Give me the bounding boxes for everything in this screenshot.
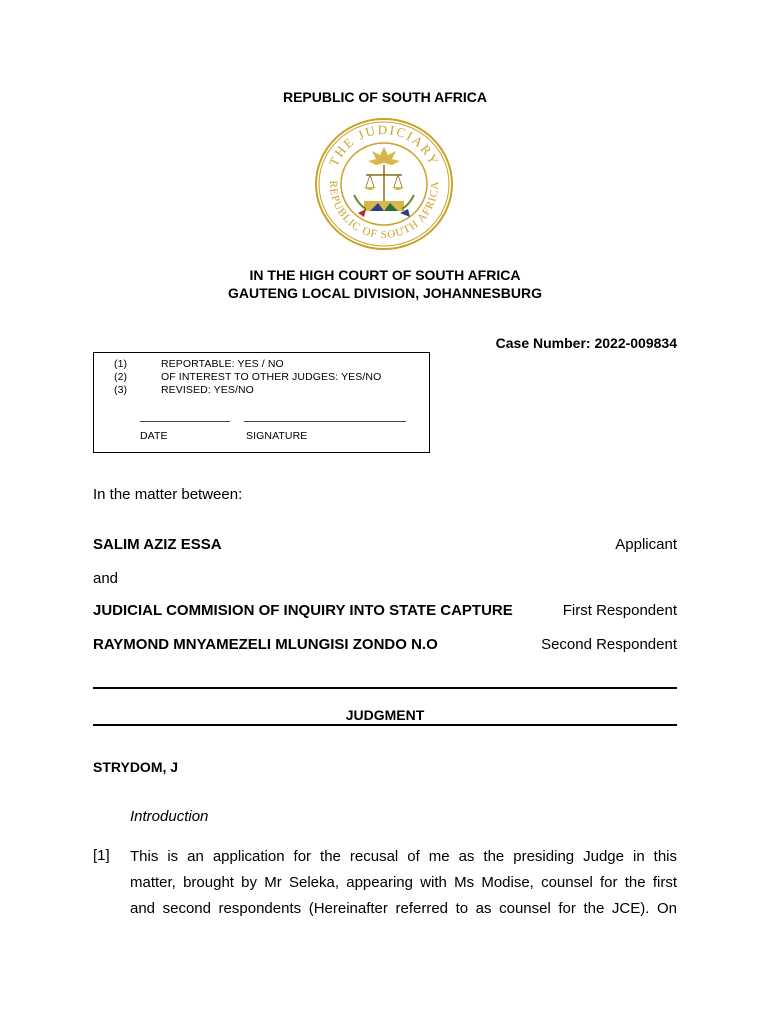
item-label: REVISED: YES/NO bbox=[161, 384, 254, 396]
item-label: OF INTEREST TO OTHER JUDGES: YES/NO bbox=[161, 371, 382, 383]
second-respondent-name: RAYMOND MNYAMEZELI MLUNGISI ZONDO N.O bbox=[93, 636, 438, 653]
item-number: (3) bbox=[114, 384, 128, 396]
judiciary-seal-logo bbox=[314, 117, 454, 251]
item-number: (1) bbox=[114, 358, 128, 370]
matter-intro: In the matter between: bbox=[93, 486, 243, 503]
and-text: and bbox=[93, 570, 119, 587]
seal-bottom-text: REPUBLIC OF SOUTH AFRICA bbox=[326, 180, 442, 242]
reportable-box bbox=[93, 352, 430, 453]
court-division: GAUTENG LOCAL DIVISION, JOHANNESBURG bbox=[228, 285, 542, 301]
paragraph-line: and second respondents (Hereinafter referred to as counsel for the JCE). On bbox=[130, 900, 677, 917]
paragraph-line: This is an application for the recusal of me as the presiding Judge in this bbox=[130, 848, 677, 865]
judgment-title: JUDGMENT bbox=[345, 707, 425, 723]
first-respondent-name: JUDICIAL COMMISION OF INQUIRY INTO STATE CAPTURE bbox=[93, 602, 513, 619]
applicant-role: Applicant bbox=[615, 536, 677, 553]
date-line bbox=[140, 421, 230, 422]
second-respondent-role: Second Respondent bbox=[541, 636, 677, 653]
applicant-name: SALIM AZIZ ESSA bbox=[93, 536, 222, 553]
court-name: IN THE HIGH COURT OF SOUTH AFRICA bbox=[249, 267, 521, 283]
introduction-heading: Introduction bbox=[130, 808, 209, 825]
first-respondent-role: First Respondent bbox=[562, 602, 677, 619]
case-number: Case Number: 2022-009834 bbox=[495, 335, 677, 351]
paragraph-number: [1] bbox=[93, 847, 110, 864]
item-number: (2) bbox=[114, 371, 128, 383]
signature-line bbox=[244, 421, 406, 422]
signature-label: SIGNATURE bbox=[246, 430, 308, 442]
bottom-rule bbox=[93, 724, 677, 726]
item-label: REPORTABLE: YES / NO bbox=[161, 358, 284, 370]
top-rule bbox=[93, 687, 677, 689]
seal-top-text: THE JUDICIARY bbox=[325, 121, 443, 169]
date-label: DATE bbox=[140, 430, 168, 442]
paragraph-line: matter, brought by Mr Seleka, appearing with Ms Modise, counsel for the first bbox=[130, 874, 677, 891]
judge-name: STRYDOM, J bbox=[93, 759, 179, 775]
country-heading: REPUBLIC OF SOUTH AFRICA bbox=[282, 89, 488, 105]
